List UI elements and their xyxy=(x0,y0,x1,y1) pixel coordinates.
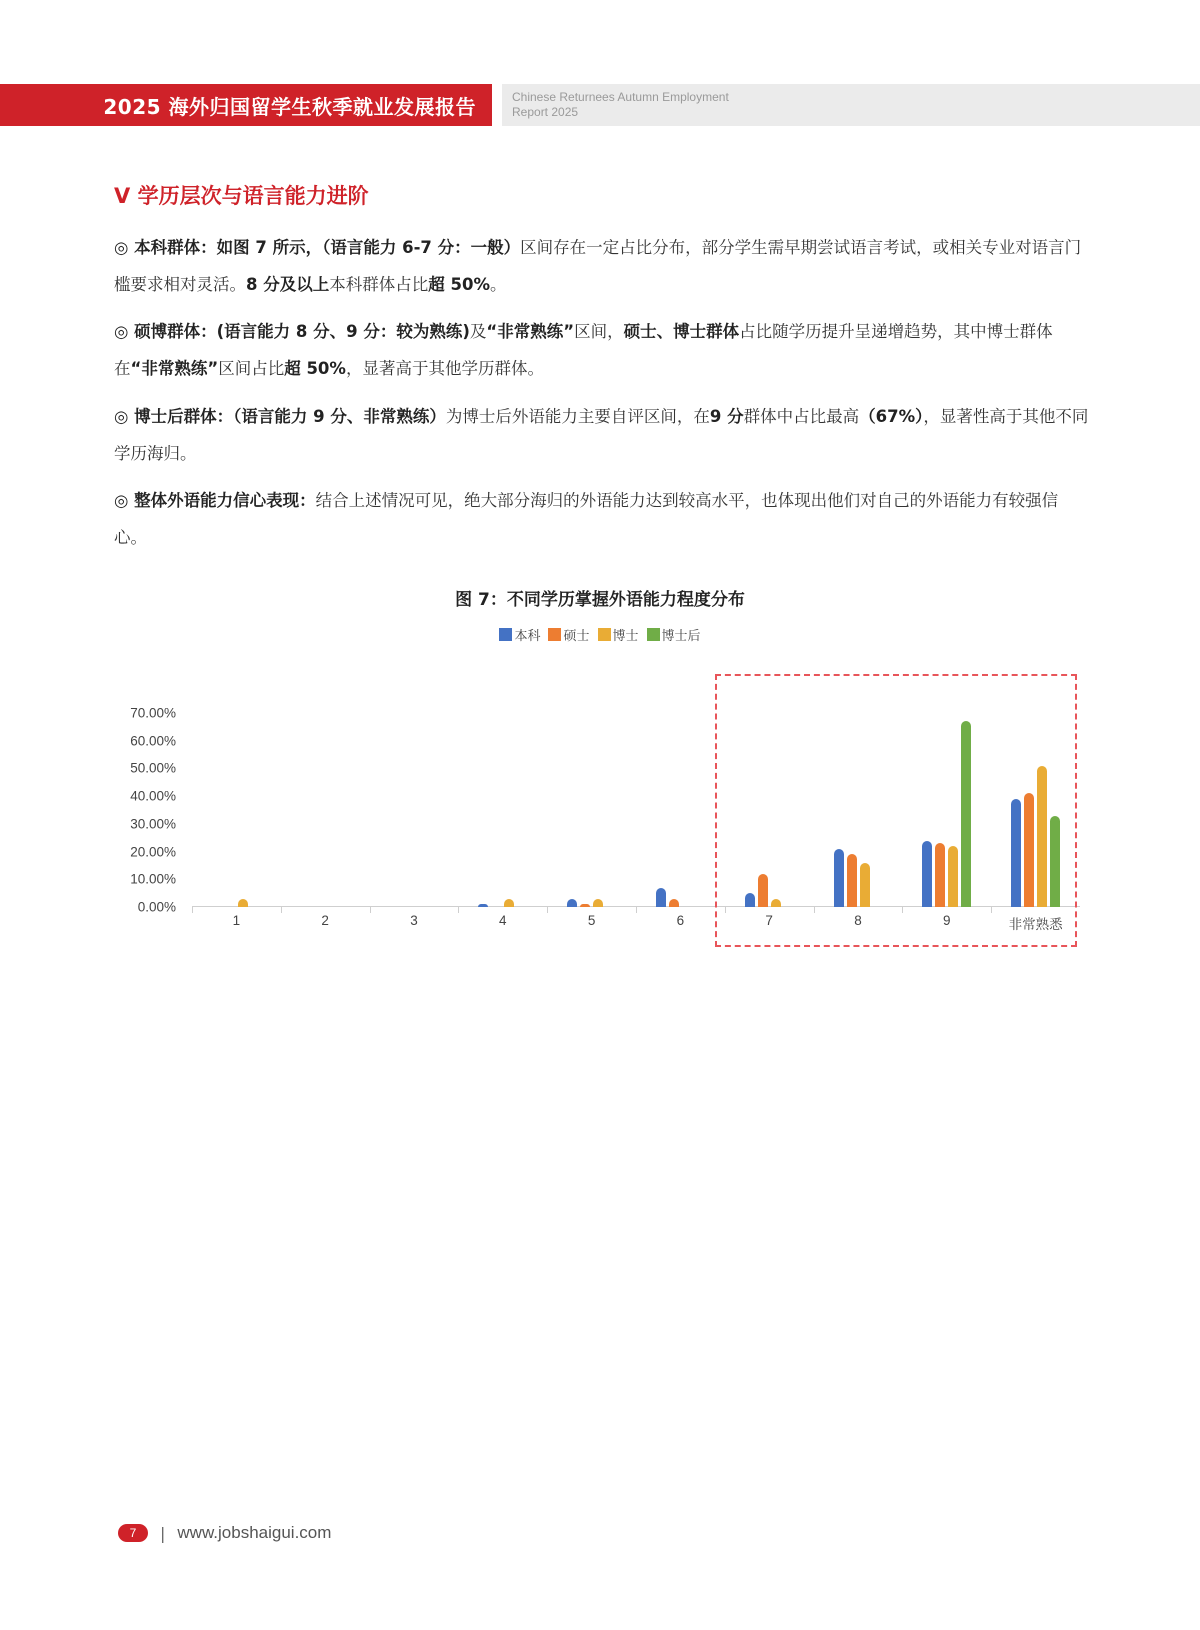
x-tick xyxy=(370,907,371,913)
paragraph-text: 区间存在一定占比分布，部分学生需早期尝试语言考试，或相关专业对语言门槛要求相对灵活。 xyxy=(114,238,1082,294)
bar xyxy=(656,888,666,907)
paragraph-overall xyxy=(114,482,1089,556)
bar xyxy=(478,904,488,907)
paragraph-bold: 8 分及以上 xyxy=(246,275,330,294)
paragraph-text: 结合上述情况可见，绝大部分海归的外语能力达到较高水平，也体现出他们对自己的外语能力有较强信心。 xyxy=(114,491,1059,547)
legend-item xyxy=(548,625,589,644)
x-tick-label: 1 xyxy=(232,913,241,928)
website-link[interactable]: www.jobshaigui.com xyxy=(177,1523,332,1542)
bar xyxy=(669,899,679,907)
bar xyxy=(580,904,590,907)
y-tick-label: 50.00% xyxy=(130,760,176,776)
legend-item xyxy=(499,625,540,644)
legend-swatch xyxy=(548,628,561,641)
y-tick-label: 60.00% xyxy=(130,733,176,749)
paragraph-bold: 超 50% xyxy=(284,359,346,378)
x-tick xyxy=(192,907,193,913)
subtitle-line-2: Report 2025 xyxy=(512,105,579,119)
x-tick-label: 3 xyxy=(410,913,418,928)
paragraph-bold: 硕士、博士群体 xyxy=(623,322,740,341)
x-tick xyxy=(281,907,282,913)
legend-swatch xyxy=(598,628,611,641)
legend-swatch xyxy=(647,628,660,641)
paragraph-text: ，显著性高于其他不同学历海归。 xyxy=(114,407,1089,463)
paragraph-text: 。 xyxy=(489,275,507,294)
x-tick-label: 6 xyxy=(676,913,685,928)
paragraph-text: 为博士后外语能力主要自评区间，在 xyxy=(445,407,710,426)
subtitle-line-1: Chinese Returnees Autumn Employment xyxy=(512,90,729,104)
y-tick-label: 70.00% xyxy=(130,705,176,721)
header-banner xyxy=(0,84,492,126)
legend-item xyxy=(647,625,701,644)
y-tick-label: 40.00% xyxy=(130,788,176,804)
x-tick xyxy=(547,907,548,913)
bar xyxy=(238,899,248,907)
legend-label: 博士 xyxy=(612,629,639,644)
x-tick-label: 2 xyxy=(321,913,329,928)
paragraph-bold: “非常熟练” xyxy=(486,322,575,341)
paragraph-text: ，显著高于其他学历群体。 xyxy=(345,359,544,378)
paragraph-text: 占比随学历提升呈递增趋势，其中博士群体在 xyxy=(114,322,1053,378)
header-subtitle-box xyxy=(502,84,1200,126)
legend-label: 博士后 xyxy=(661,629,701,644)
paragraph-bold: （67%） xyxy=(859,407,924,426)
paragraph-text: 区间占比 xyxy=(218,359,285,378)
y-tick-label: 30.00% xyxy=(130,816,176,832)
page-number-badge: 7 xyxy=(118,1524,148,1542)
paragraph-bold: 超 50% xyxy=(428,275,490,294)
report-title: 2025 海外归国留学生秋季就业发展报告 xyxy=(103,95,476,119)
paragraph-bold: “非常熟练” xyxy=(130,359,219,378)
legend-swatch xyxy=(499,628,512,641)
paragraph-master-phd xyxy=(114,313,1089,387)
y-tick-label: 20.00% xyxy=(130,844,176,860)
x-tick xyxy=(636,907,637,913)
x-tick-label: 4 xyxy=(499,913,507,928)
section-title: V 学历层次与语言能力进阶 xyxy=(114,184,369,208)
x-tick-label: 7 xyxy=(765,913,773,928)
y-tick-label: 0.00% xyxy=(137,899,176,915)
footer xyxy=(118,1523,331,1543)
legend-item xyxy=(598,625,639,644)
paragraph-postdoc xyxy=(114,398,1089,472)
report-subtitle xyxy=(512,90,729,120)
paragraph-lead: ◎ 硕博群体：(语言能力 8 分、9 分：较为熟练) xyxy=(114,322,470,341)
highlight-box xyxy=(715,674,1077,947)
bar xyxy=(567,899,577,907)
legend-label: 本科 xyxy=(514,629,541,644)
x-tick-label: 5 xyxy=(587,913,596,928)
paragraph-text: 群体中占比最高 xyxy=(743,407,860,426)
y-tick-label: 10.00% xyxy=(130,871,176,887)
legend-label: 硕士 xyxy=(563,629,590,644)
footer-separator: | xyxy=(160,1523,166,1543)
y-axis xyxy=(100,700,176,920)
paragraph-text: 及 xyxy=(469,322,487,341)
bar xyxy=(504,899,514,907)
chart-title: 图 7：不同学历掌握外语能力程度分布 xyxy=(455,590,745,610)
x-tick-label: 8 xyxy=(854,913,862,928)
chart-legend xyxy=(0,625,1200,644)
paragraph-lead: ◎ 整体外语能力信心表现： xyxy=(114,491,316,510)
paragraph-lead: ◎ 博士后群体：（语言能力 9 分、非常熟练） xyxy=(114,407,446,426)
bar xyxy=(593,899,603,907)
x-tick-label: 非常熟悉 xyxy=(1008,917,1063,932)
paragraph-lead: ◎ 本科群体：如图 7 所示，（语言能力 6-7 分：一般） xyxy=(114,238,521,257)
paragraph-bold: 9 分 xyxy=(709,407,744,426)
paragraph-text: 区间， xyxy=(574,322,624,341)
x-tick-label: 9 xyxy=(943,913,951,928)
paragraph-undergrad xyxy=(114,229,1089,303)
paragraph-text: 本科群体占比 xyxy=(329,275,429,294)
x-tick xyxy=(458,907,459,913)
